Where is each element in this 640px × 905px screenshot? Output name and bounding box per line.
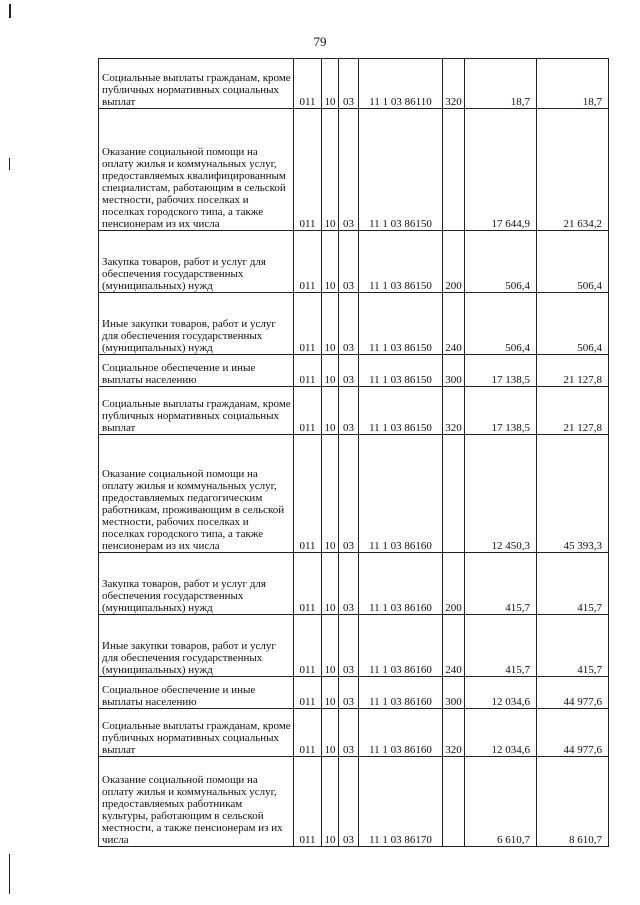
subsection-code: 03 (339, 757, 359, 847)
amount-year-1: 12 034,6 (465, 709, 537, 757)
amount-year-2: 21 127,8 (537, 355, 609, 387)
row-label: Социальное обеспечение и иные выплаты населению (99, 677, 294, 709)
table-row (99, 757, 609, 847)
section-code: 10 (322, 757, 339, 847)
subsection-code: 03 (339, 553, 359, 615)
page-number: 79 (313, 34, 327, 49)
amount-year-2: 21 634,2 (537, 109, 609, 231)
target-article-code: 11 1 03 86160 (359, 435, 443, 553)
section-code: 10 (322, 677, 339, 709)
target-article-code: 11 1 03 86150 (359, 387, 443, 435)
amount-year-2: 8 610,7 (537, 757, 609, 847)
margin-mark (9, 158, 10, 170)
section-code: 10 (322, 615, 339, 677)
ministry-code: 011 (294, 387, 322, 435)
subsection-code: 03 (339, 231, 359, 293)
subsection-code: 03 (339, 387, 359, 435)
amount-year-1: 17 644,9 (465, 109, 537, 231)
amount-year-2: 45 393,3 (537, 435, 609, 553)
expense-type-code: 200 (443, 231, 465, 293)
subsection-code: 03 (339, 293, 359, 355)
ministry-code: 011 (294, 293, 322, 355)
expense-type-code: 240 (443, 615, 465, 677)
subsection-code: 03 (339, 677, 359, 709)
budget-table (98, 58, 609, 847)
expense-type-code: 320 (443, 387, 465, 435)
expense-type-code (443, 109, 465, 231)
subsection-code: 03 (339, 355, 359, 387)
section-code: 10 (322, 109, 339, 231)
expense-type-code: 320 (443, 59, 465, 109)
subsection-code: 03 (339, 435, 359, 553)
amount-year-1: 17 138,5 (465, 387, 537, 435)
amount-year-2: 415,7 (537, 615, 609, 677)
amount-year-1: 17 138,5 (465, 355, 537, 387)
section-code: 10 (322, 59, 339, 109)
subsection-code: 03 (339, 59, 359, 109)
amount-year-1: 6 610,7 (465, 757, 537, 847)
row-label: Социальные выплаты гражданам, кроме публичных нормативных социальных выплат (99, 387, 294, 435)
ministry-code: 011 (294, 59, 322, 109)
row-label: Закупка товаров, работ и услуг для обеспечения государственных (муниципальных) нужд (99, 553, 294, 615)
expense-type-code (443, 435, 465, 553)
table-row (99, 59, 609, 109)
section-code: 10 (322, 293, 339, 355)
section-code: 10 (322, 553, 339, 615)
ministry-code: 011 (294, 355, 322, 387)
target-article-code: 11 1 03 86170 (359, 757, 443, 847)
ministry-code: 011 (294, 553, 322, 615)
target-article-code: 11 1 03 86150 (359, 355, 443, 387)
amount-year-1: 415,7 (465, 553, 537, 615)
target-article-code: 11 1 03 86110 (359, 59, 443, 109)
expense-type-code: 240 (443, 293, 465, 355)
ministry-code: 011 (294, 435, 322, 553)
ministry-code: 011 (294, 615, 322, 677)
section-code: 10 (322, 435, 339, 553)
amount-year-1: 12 034,6 (465, 677, 537, 709)
target-article-code: 11 1 03 86150 (359, 109, 443, 231)
row-label: Иные закупки товаров, работ и услуг для обеспечения государственных (муниципальных) нужд (99, 615, 294, 677)
amount-year-2: 506,4 (537, 293, 609, 355)
row-label: Социальные выплаты гражданам, кроме публичных нормативных социальных выплат (99, 709, 294, 757)
amount-year-2: 506,4 (537, 231, 609, 293)
row-label: Социальное обеспечение и иные выплаты населению (99, 355, 294, 387)
amount-year-1: 18,7 (465, 59, 537, 109)
amount-year-2: 415,7 (537, 553, 609, 615)
amount-year-1: 415,7 (465, 615, 537, 677)
amount-year-1: 506,4 (465, 231, 537, 293)
ministry-code: 011 (294, 709, 322, 757)
amount-year-2: 44 977,6 (537, 709, 609, 757)
section-code: 10 (322, 231, 339, 293)
amount-year-2: 44 977,6 (537, 677, 609, 709)
expense-type-code: 320 (443, 709, 465, 757)
target-article-code: 11 1 03 86160 (359, 615, 443, 677)
expense-type-code: 300 (443, 677, 465, 709)
target-article-code: 11 1 03 86150 (359, 231, 443, 293)
ministry-code: 011 (294, 677, 322, 709)
expense-type-code: 200 (443, 553, 465, 615)
table-row (99, 709, 609, 757)
table-row (99, 387, 609, 435)
table-row (99, 109, 609, 231)
subsection-code: 03 (339, 615, 359, 677)
target-article-code: 11 1 03 86160 (359, 553, 443, 615)
subsection-code: 03 (339, 709, 359, 757)
row-label: Оказание социальной помощи на оплату жилья и коммунальных услуг, предоставляемых работникам культуры, работающим в сельской местности, а также пенсионерам из их числа (99, 757, 294, 847)
ministry-code: 011 (294, 109, 322, 231)
table-row (99, 615, 609, 677)
row-label: Социальные выплаты гражданам, кроме публичных нормативных социальных выплат (99, 59, 294, 109)
target-article-code: 11 1 03 86160 (359, 677, 443, 709)
table-row (99, 553, 609, 615)
row-label: Оказание социальной помощи на оплату жилья и коммунальных услуг, предоставляемых квалифицированным специалистам, работающим в сельской местности, рабочих поселках и поселках городского типа, а также пенсионерам из их числа (99, 109, 294, 231)
target-article-code: 11 1 03 86160 (359, 709, 443, 757)
table-row (99, 435, 609, 553)
amount-year-2: 18,7 (537, 59, 609, 109)
margin-mark (9, 4, 11, 18)
expense-type-code: 300 (443, 355, 465, 387)
margin-mark (9, 854, 10, 894)
section-code: 10 (322, 709, 339, 757)
table-row (99, 231, 609, 293)
row-label: Оказание социальной помощи на оплату жилья и коммунальных услуг, предоставляемых педагогическим работникам, проживающим в сельской местности, рабочих поселках и поселках городского типа, а также пенсионерам из их числа (99, 435, 294, 553)
section-code: 10 (322, 355, 339, 387)
target-article-code: 11 1 03 86150 (359, 293, 443, 355)
amount-year-1: 506,4 (465, 293, 537, 355)
table-row (99, 355, 609, 387)
row-label: Закупка товаров, работ и услуг для обеспечения государственных (муниципальных) нужд (99, 231, 294, 293)
subsection-code: 03 (339, 109, 359, 231)
amount-year-2: 21 127,8 (537, 387, 609, 435)
section-code: 10 (322, 387, 339, 435)
table-row (99, 677, 609, 709)
ministry-code: 011 (294, 757, 322, 847)
table-row (99, 293, 609, 355)
row-label: Иные закупки товаров, работ и услуг для обеспечения государственных (муниципальных) нужд (99, 293, 294, 355)
ministry-code: 011 (294, 231, 322, 293)
amount-year-1: 12 450,3 (465, 435, 537, 553)
expense-type-code (443, 757, 465, 847)
